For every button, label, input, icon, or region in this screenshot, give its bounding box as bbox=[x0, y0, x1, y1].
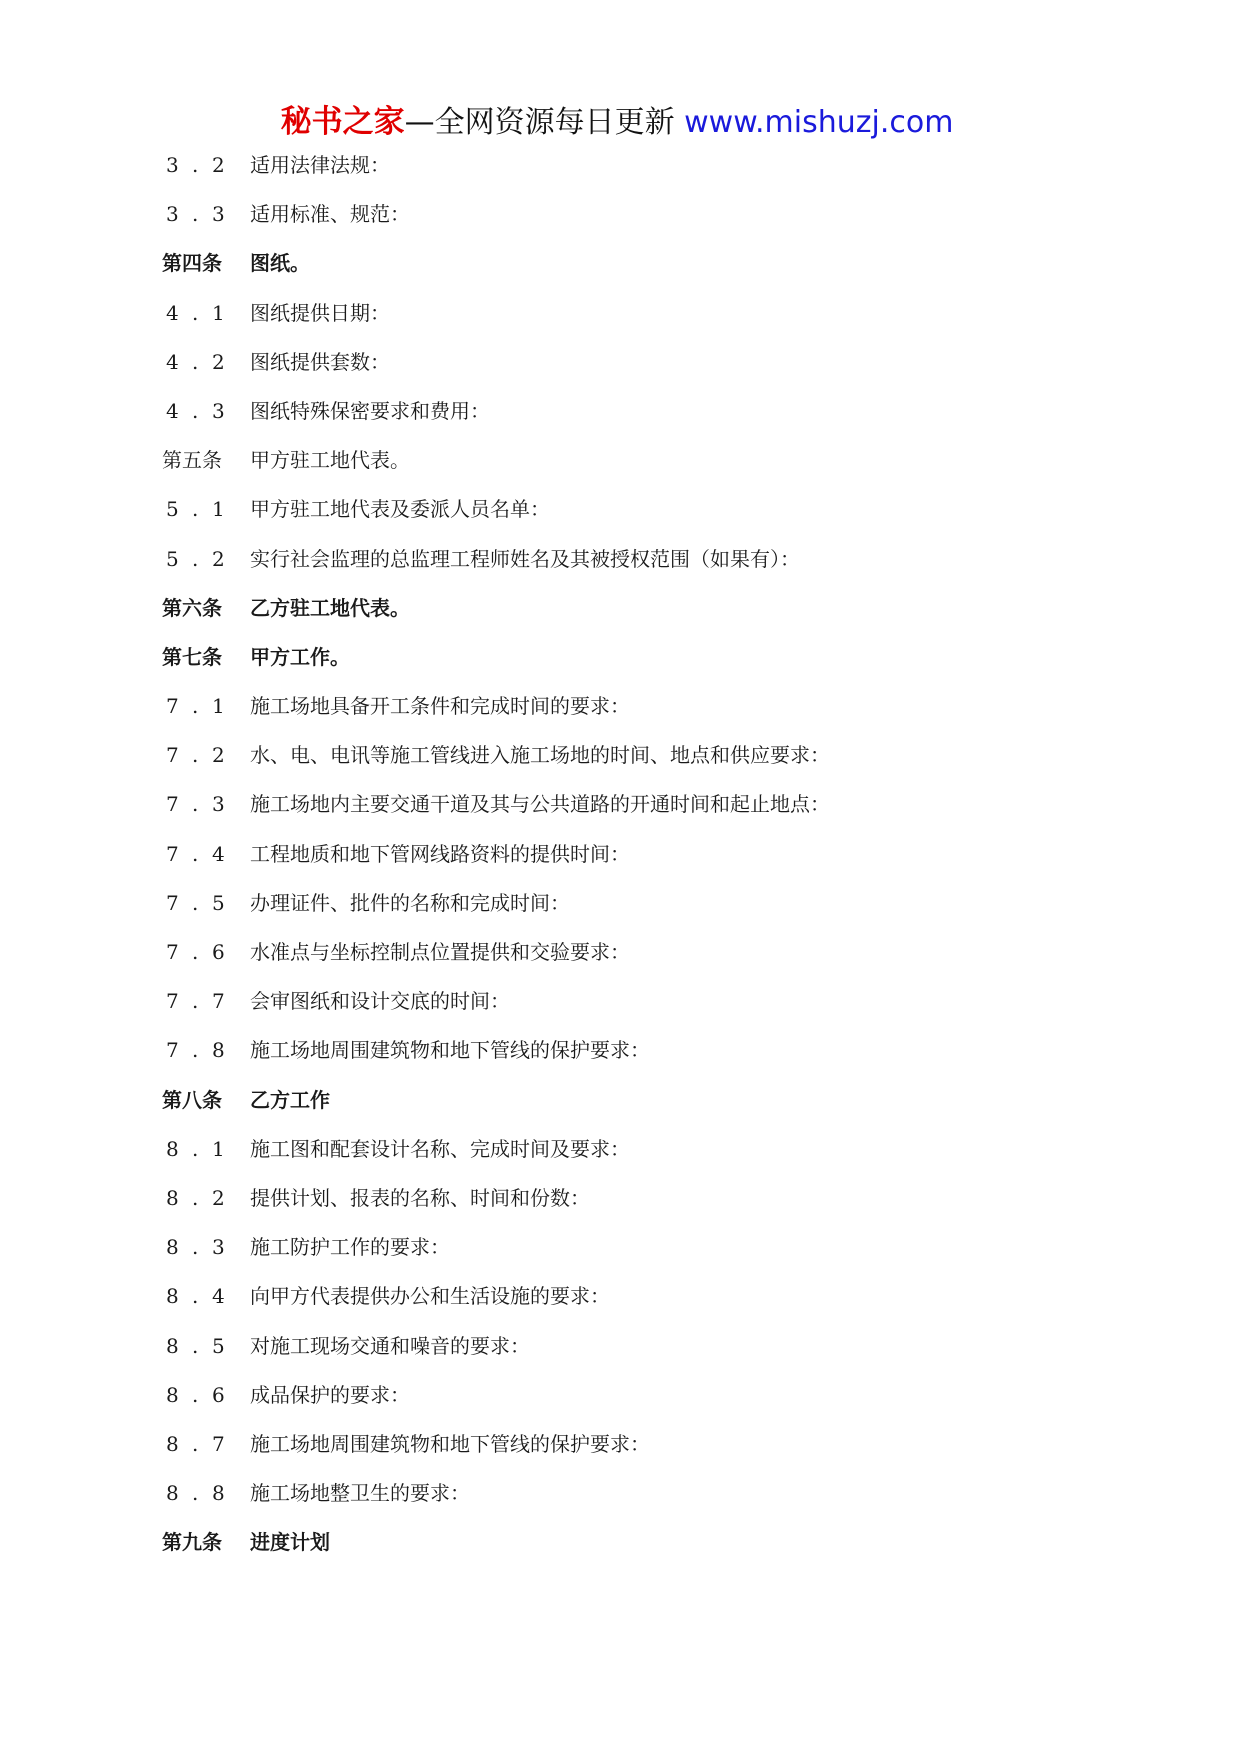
article-heading bbox=[162, 593, 1162, 642]
clause-separator: . bbox=[192, 1038, 199, 1063]
clause-item bbox=[162, 150, 1162, 199]
article-title: 乙方工作 bbox=[250, 1087, 330, 1112]
clause-number bbox=[162, 150, 250, 180]
clause-number bbox=[162, 937, 250, 967]
clause-number bbox=[162, 347, 250, 377]
article-heading bbox=[162, 248, 1162, 297]
site-url-link[interactable]: www.mishuzj.com bbox=[684, 105, 954, 140]
site-header bbox=[0, 100, 1234, 145]
clause-minor-number: 3 bbox=[212, 792, 225, 817]
clause-item bbox=[162, 937, 1162, 986]
clause-minor-number: 6 bbox=[212, 940, 225, 964]
clause-major-number: 8 bbox=[166, 1136, 179, 1161]
clause-minor-number: 5 bbox=[212, 890, 225, 915]
clause-text: 施工图和配套设计名称、完成时间及要求： bbox=[250, 1136, 630, 1161]
clause-separator: . bbox=[192, 1382, 199, 1407]
clause-separator: . bbox=[192, 890, 199, 915]
clause-text: 图纸提供套数： bbox=[250, 349, 390, 374]
clause-item bbox=[162, 1331, 1162, 1380]
clause-item bbox=[162, 396, 1162, 445]
clause-minor-number: 2 bbox=[212, 743, 225, 768]
clause-minor-number: 6 bbox=[212, 1382, 225, 1407]
clause-minor-number: 2 bbox=[212, 153, 225, 177]
clause-major-number: 7 bbox=[166, 743, 179, 768]
clause-text: 水、电、电讯等施工管线进入施工场地的时间、地点和供应要求： bbox=[250, 743, 830, 768]
clause-item bbox=[162, 1232, 1162, 1281]
article-label: 第八条 bbox=[162, 1087, 222, 1112]
clause-major-number: 8 bbox=[166, 1284, 179, 1309]
clause-text: 适用法律法规： bbox=[250, 153, 390, 177]
clause-separator: . bbox=[192, 1284, 199, 1309]
clause-minor-number: 4 bbox=[212, 841, 225, 866]
clause-item bbox=[162, 740, 1162, 789]
clause-item bbox=[162, 1380, 1162, 1429]
clause-number bbox=[162, 1380, 250, 1410]
clause-text: 施工场地具备开工条件和完成时间的要求： bbox=[250, 694, 630, 719]
article-label: 第六条 bbox=[162, 595, 222, 620]
clause-text: 实行社会监理的总监理工程师姓名及其被授权范围（如果有）： bbox=[250, 546, 800, 571]
clause-separator: . bbox=[192, 349, 199, 374]
clause-major-number: 8 bbox=[166, 1185, 179, 1210]
clause-major-number: 8 bbox=[166, 1333, 179, 1358]
clause-number bbox=[162, 691, 250, 721]
clause-item bbox=[162, 691, 1162, 740]
clause-number bbox=[162, 839, 250, 869]
clause-text: 水准点与坐标控制点位置提供和交验要求： bbox=[250, 940, 630, 964]
clause-minor-number: 2 bbox=[212, 1185, 225, 1210]
clause-separator: . bbox=[192, 1235, 199, 1260]
clause-number bbox=[162, 1134, 250, 1164]
article-heading bbox=[162, 445, 1162, 494]
clause-separator: . bbox=[192, 1185, 199, 1210]
clause-text: 施工场地内主要交通干道及其与公共道路的开通时间和起止地点： bbox=[250, 792, 830, 817]
clause-text: 办理证件、批件的名称和完成时间： bbox=[250, 890, 570, 915]
clause-separator: . bbox=[192, 1333, 199, 1358]
clause-separator: . bbox=[192, 1431, 199, 1456]
document-body bbox=[162, 150, 1162, 1576]
clause-separator: . bbox=[192, 497, 199, 522]
clause-text: 工程地质和地下管网线路资料的提供时间： bbox=[250, 841, 630, 866]
clause-separator: . bbox=[192, 989, 199, 1014]
clause-major-number: 8 bbox=[166, 1382, 179, 1407]
clause-item bbox=[162, 298, 1162, 347]
clause-major-number: 8 bbox=[166, 1431, 179, 1456]
clause-item bbox=[162, 544, 1162, 593]
clause-number bbox=[162, 199, 250, 229]
clause-major-number: 7 bbox=[166, 989, 179, 1014]
clause-major-number: 3 bbox=[166, 202, 179, 227]
clause-separator: . bbox=[192, 841, 199, 866]
clause-item bbox=[162, 1429, 1162, 1478]
clause-minor-number: 1 bbox=[212, 694, 225, 719]
site-brand: 秘书之家 bbox=[280, 104, 405, 140]
clause-separator: . bbox=[192, 153, 199, 177]
clause-separator: . bbox=[192, 743, 199, 768]
clause-item bbox=[162, 888, 1162, 937]
clause-major-number: 5 bbox=[166, 546, 179, 571]
clause-number bbox=[162, 986, 250, 1016]
clause-major-number: 8 bbox=[166, 1235, 179, 1260]
clause-minor-number: 3 bbox=[212, 202, 225, 227]
clause-text: 提供计划、报表的名称、时间和份数： bbox=[250, 1185, 590, 1210]
article-title: 甲方工作。 bbox=[250, 644, 350, 669]
clause-major-number: 7 bbox=[166, 694, 179, 719]
clause-number bbox=[162, 1035, 250, 1065]
article-label: 第九条 bbox=[162, 1530, 222, 1555]
clause-number bbox=[162, 1232, 250, 1262]
clause-text: 对施工现场交通和噪音的要求： bbox=[250, 1333, 530, 1358]
clause-item bbox=[162, 199, 1162, 248]
clause-minor-number: 1 bbox=[212, 300, 225, 325]
clause-number bbox=[162, 544, 250, 574]
article-title: 图纸。 bbox=[250, 251, 310, 276]
clause-text: 图纸提供日期： bbox=[250, 300, 390, 325]
clause-minor-number: 1 bbox=[212, 1136, 225, 1161]
clause-separator: . bbox=[192, 1136, 199, 1161]
clause-text: 成品保护的要求： bbox=[250, 1382, 410, 1407]
clause-minor-number: 8 bbox=[212, 1038, 225, 1063]
clause-minor-number: 2 bbox=[212, 546, 225, 571]
clause-item bbox=[162, 1134, 1162, 1183]
clause-major-number: 7 bbox=[166, 940, 179, 964]
clause-major-number: 7 bbox=[166, 792, 179, 817]
clause-major-number: 7 bbox=[166, 890, 179, 915]
clause-minor-number: 7 bbox=[212, 989, 225, 1014]
clause-minor-number: 2 bbox=[212, 349, 225, 374]
clause-text: 适用标准、规范： bbox=[250, 202, 410, 227]
clause-major-number: 8 bbox=[166, 1481, 179, 1506]
clause-minor-number: 5 bbox=[212, 1333, 225, 1358]
clause-major-number: 4 bbox=[166, 398, 179, 423]
clause-number bbox=[162, 1331, 250, 1361]
clause-major-number: 7 bbox=[166, 841, 179, 866]
clause-minor-number: 7 bbox=[212, 1431, 225, 1456]
clause-number bbox=[162, 1183, 250, 1213]
clause-major-number: 5 bbox=[166, 497, 179, 522]
article-title: 进度计划 bbox=[250, 1530, 330, 1555]
article-heading bbox=[162, 642, 1162, 691]
clause-item bbox=[162, 494, 1162, 543]
clause-number bbox=[162, 888, 250, 918]
clause-number bbox=[162, 789, 250, 819]
clause-number bbox=[162, 1429, 250, 1459]
clause-item bbox=[162, 1035, 1162, 1084]
clause-separator: . bbox=[192, 398, 199, 423]
clause-major-number: 4 bbox=[166, 300, 179, 325]
clause-item bbox=[162, 839, 1162, 888]
clause-text: 向甲方代表提供办公和生活设施的要求： bbox=[250, 1284, 610, 1309]
clause-major-number: 7 bbox=[166, 1038, 179, 1063]
article-label: 第七条 bbox=[162, 644, 222, 669]
clause-item bbox=[162, 986, 1162, 1035]
clause-minor-number: 1 bbox=[212, 497, 225, 522]
clause-item bbox=[162, 789, 1162, 838]
clause-text: 施工场地周围建筑物和地下管线的保护要求： bbox=[250, 1038, 650, 1063]
clause-separator: . bbox=[192, 792, 199, 817]
clause-item bbox=[162, 1478, 1162, 1527]
article-label: 第五条 bbox=[162, 448, 222, 473]
article-label: 第四条 bbox=[162, 251, 222, 276]
clause-item bbox=[162, 1183, 1162, 1232]
clause-separator: . bbox=[192, 940, 199, 964]
clause-text: 会审图纸和设计交底的时间： bbox=[250, 989, 510, 1014]
clause-separator: . bbox=[192, 694, 199, 719]
clause-number bbox=[162, 298, 250, 328]
clause-major-number: 3 bbox=[166, 153, 179, 177]
article-heading bbox=[162, 1085, 1162, 1134]
article-title: 甲方驻工地代表。 bbox=[250, 448, 410, 473]
clause-separator: . bbox=[192, 202, 199, 227]
clause-major-number: 4 bbox=[166, 349, 179, 374]
clause-number bbox=[162, 494, 250, 524]
clause-number bbox=[162, 740, 250, 770]
clause-minor-number: 3 bbox=[212, 1235, 225, 1260]
clause-separator: . bbox=[192, 546, 199, 571]
clause-text: 图纸特殊保密要求和费用： bbox=[250, 398, 490, 423]
clause-item bbox=[162, 347, 1162, 396]
article-heading bbox=[162, 1527, 1162, 1576]
clause-text: 施工场地周围建筑物和地下管线的保护要求： bbox=[250, 1431, 650, 1456]
clause-separator: . bbox=[192, 300, 199, 325]
clause-text: 甲方驻工地代表及委派人员名单： bbox=[250, 497, 550, 522]
clause-minor-number: 3 bbox=[212, 398, 225, 423]
clause-text: 施工防护工作的要求： bbox=[250, 1235, 450, 1260]
article-title: 乙方驻工地代表。 bbox=[250, 595, 410, 620]
clause-item bbox=[162, 1281, 1162, 1330]
clause-number bbox=[162, 1281, 250, 1311]
clause-number bbox=[162, 396, 250, 426]
site-tagline: —全网资源每日更新 bbox=[404, 105, 685, 140]
clause-text: 施工场地整卫生的要求： bbox=[250, 1481, 470, 1506]
clause-minor-number: 8 bbox=[212, 1481, 225, 1506]
clause-minor-number: 4 bbox=[212, 1284, 225, 1309]
clause-number bbox=[162, 1478, 250, 1508]
clause-separator: . bbox=[192, 1481, 199, 1506]
